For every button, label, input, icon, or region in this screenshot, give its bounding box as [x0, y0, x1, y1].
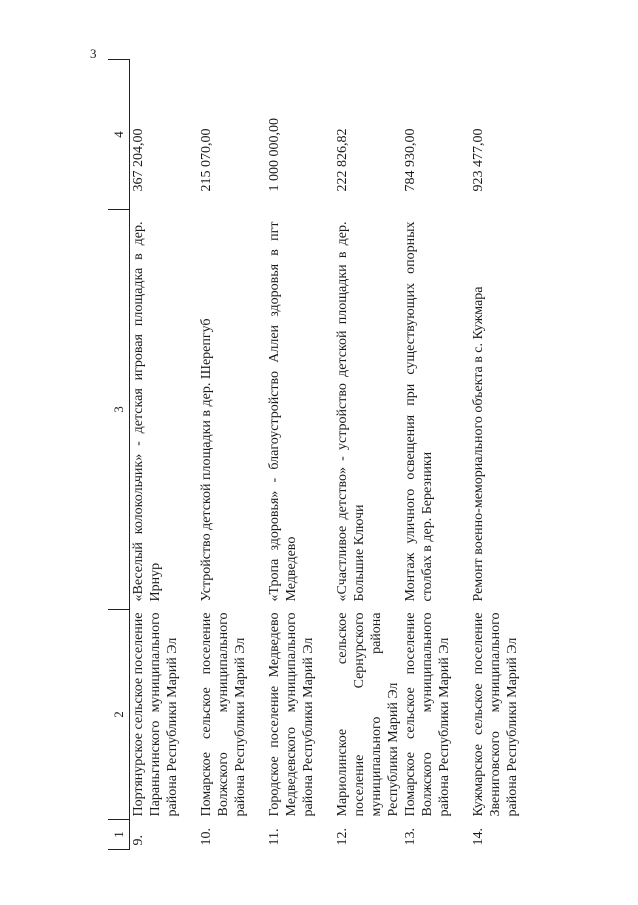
amount-cell: 784 930,00 [403, 128, 418, 192]
row-number: 14. [471, 828, 486, 846]
municipality-cell: Помарское сельское поселение Волжского муниципального района Республики Марий Эл [199, 612, 248, 817]
amount-cell: 367 204,00 [131, 128, 146, 192]
municipality-cell: Кужмарское сельское поселение Звениговского муниципального района Республики Марий Эл [471, 612, 520, 817]
grant-table [108, 59, 538, 850]
row-number: 10. [199, 828, 214, 846]
amount-cell: 1 000 000,00 [267, 118, 282, 192]
project-description-cell: «Веселый колокольчик» - детская игровая площадка в дер. Ирнур [131, 221, 163, 602]
amount-cell: 222 826,82 [335, 128, 350, 192]
amount-cell: 923 477,00 [471, 128, 486, 192]
column-header: 4 [108, 60, 130, 210]
column-header: 2 [108, 610, 130, 820]
project-description-cell: «Тропа здоровья» - благоустройство Аллеи здоровья в пгт Медведево [267, 221, 299, 602]
row-number: 12. [335, 828, 350, 846]
row-number: 11. [267, 828, 282, 846]
municipality-cell: Помарское сельское поселение Волжского муниципального района Республики Марий Эл [403, 612, 452, 817]
municipality-cell: Портянурское сельское поселение Параньгинского муниципального района Республики Марий Эл [131, 612, 180, 817]
project-description-cell: Устройство детской площадки в дер. Шерепгуб [199, 318, 214, 602]
table-row [470, 60, 538, 850]
row-number: 9. [131, 835, 146, 846]
page-number: 3 [90, 46, 97, 61]
project-description-cell: Ремонт военно-мемориального объекта в с. Кужмара [471, 286, 486, 602]
table-row [198, 60, 266, 850]
municipality-cell: Городское поселение Медведево Медведевского муниципального района Республики Марий Эл [267, 612, 316, 817]
table-header-row [108, 60, 130, 850]
project-description-cell: «Счастливое детство» - устройство детской площадки в дер. Большие Ключи [335, 221, 367, 602]
amount-cell: 215 070,00 [199, 128, 214, 192]
table-row [402, 60, 470, 850]
table-row [266, 60, 334, 850]
rotated-table-container [108, 60, 528, 850]
column-header: 1 [108, 820, 130, 850]
municipality-cell: Мариолинское сельское поселение Сернурского муниципального района Республики Марий Эл [335, 612, 401, 817]
project-description-cell: Монтаж уличного освещения при существующих опорных столбах в дер. Березники [403, 221, 435, 602]
table-row [334, 60, 402, 850]
column-header: 3 [108, 210, 130, 610]
table-row [130, 60, 199, 850]
row-number: 13. [403, 828, 418, 846]
